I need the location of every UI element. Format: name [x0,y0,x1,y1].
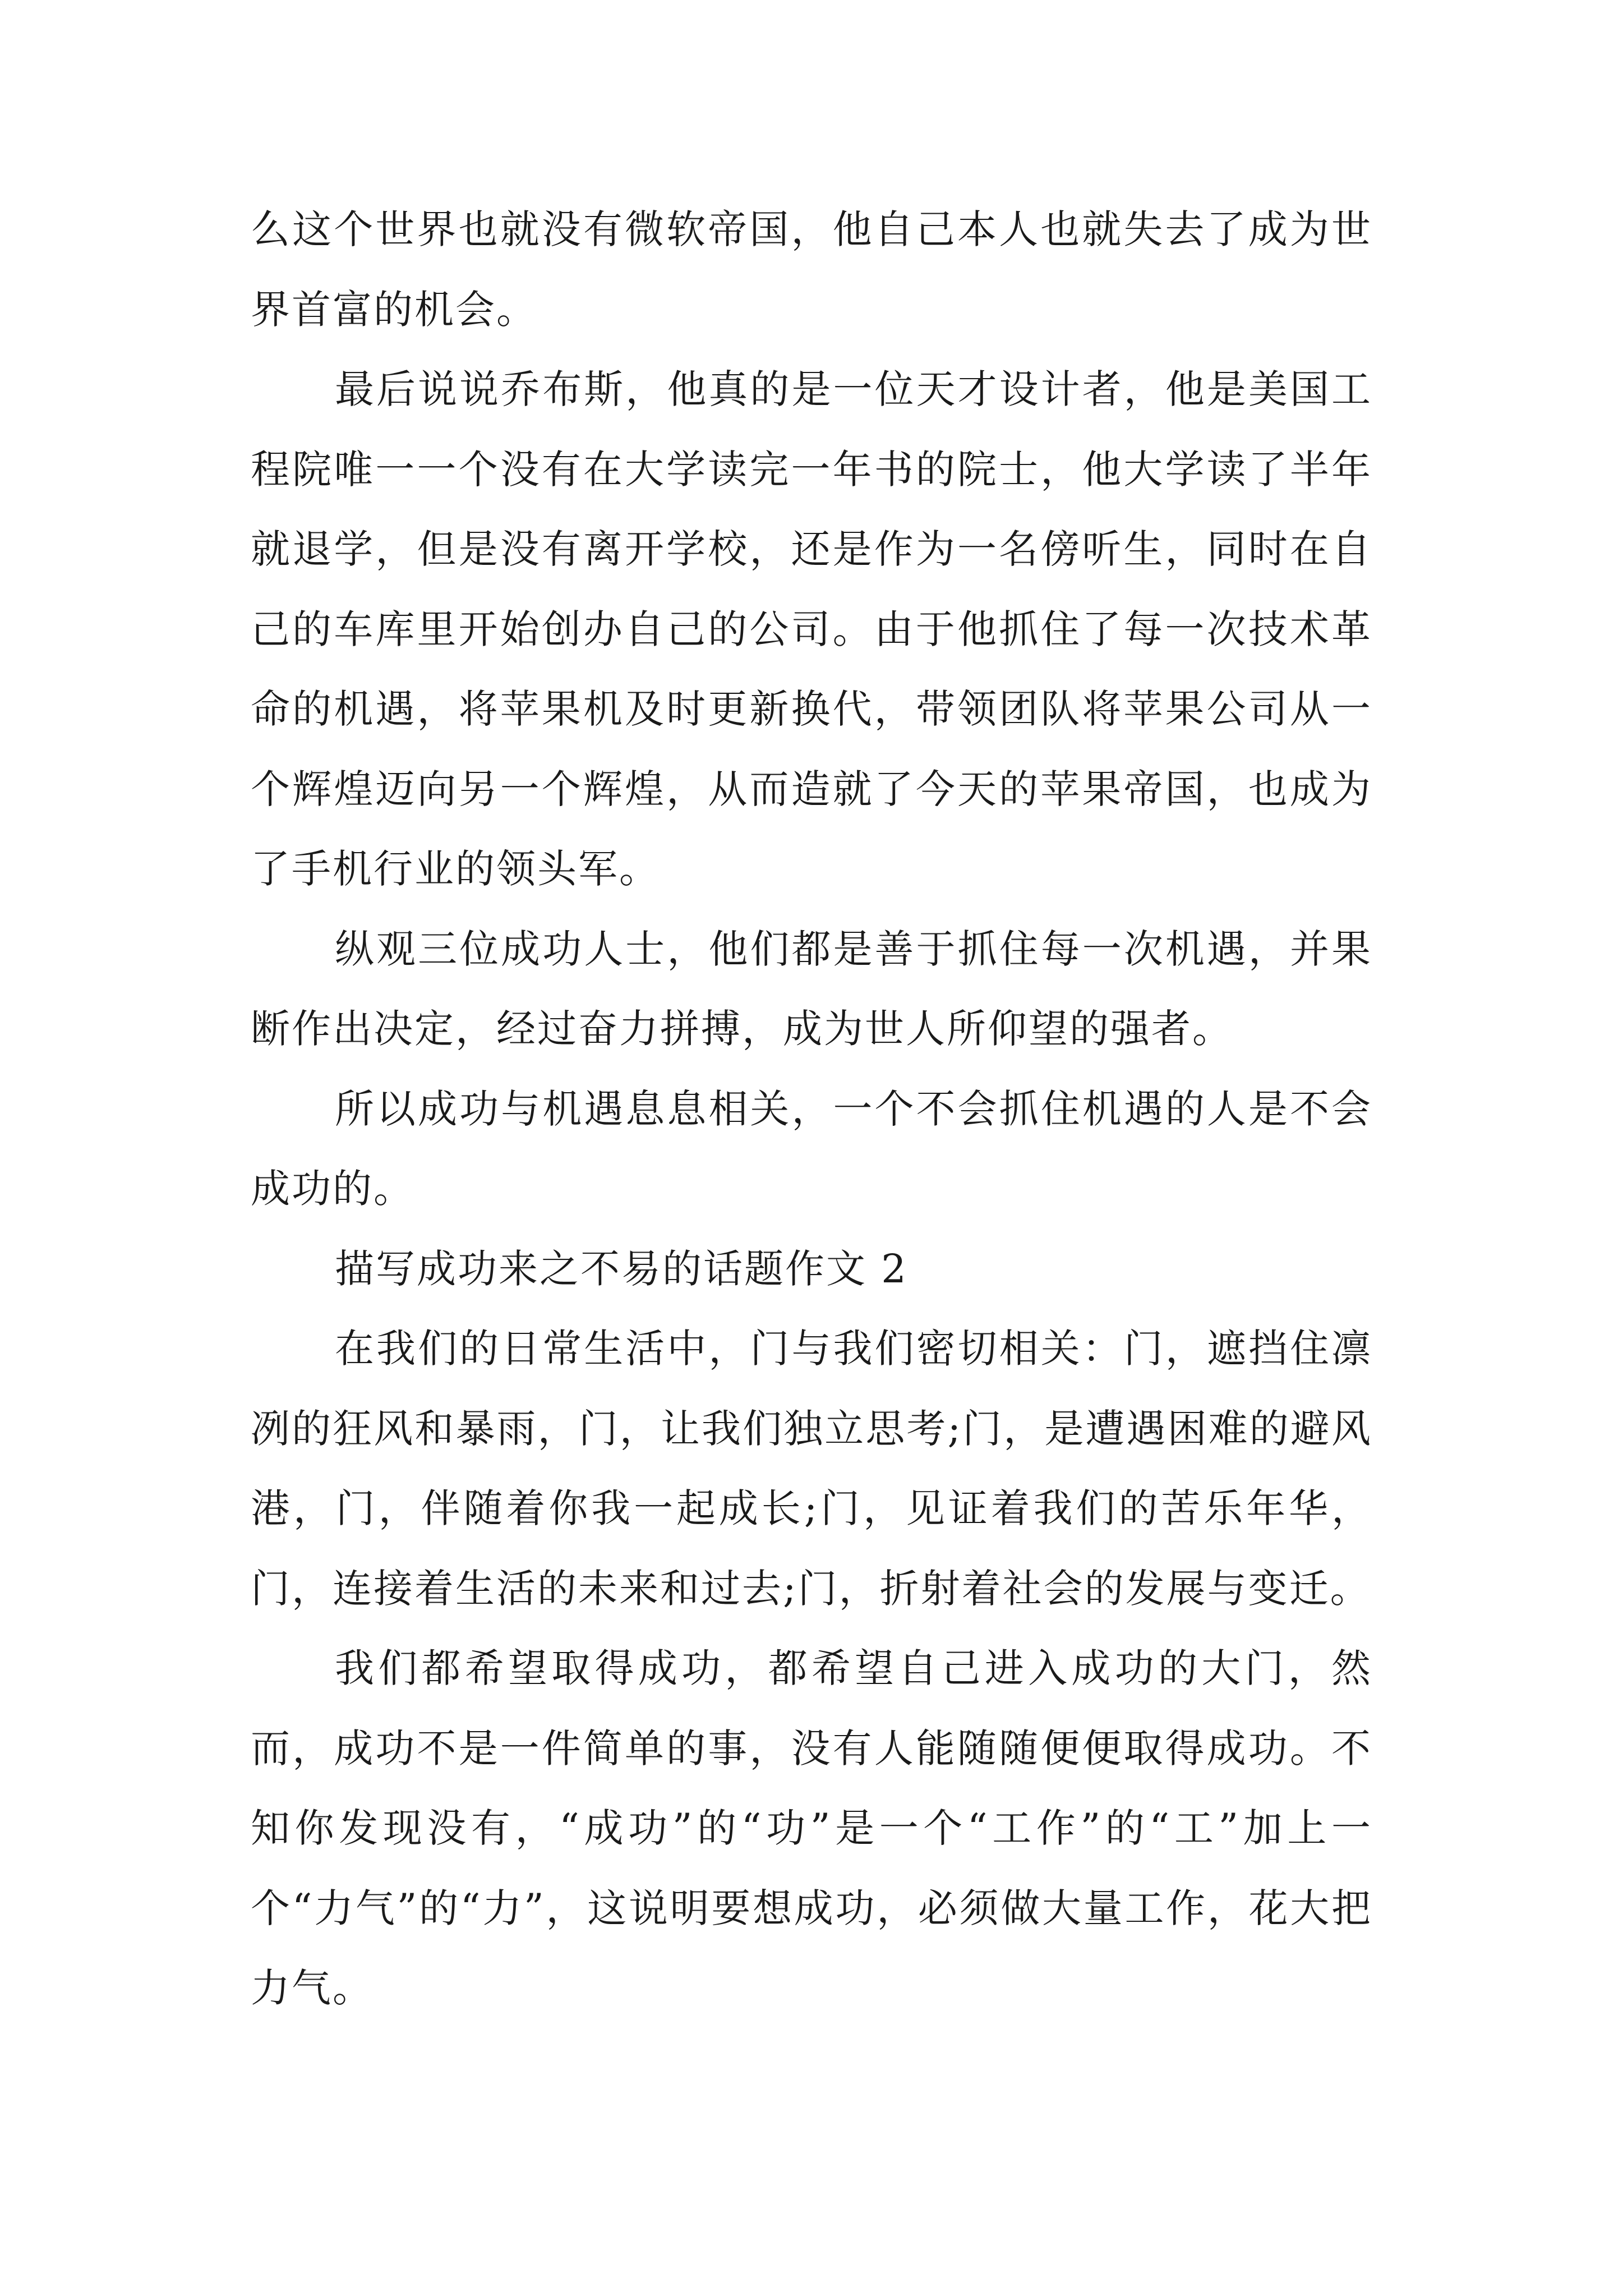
paragraph: 最后说说乔布斯，他真的是一位天才设计者，他是美国工程院唯一一个没有在大学读完一年书的院士，他大学读了半年就退学，但是没有离开学校，还是作为一名傍听生，同时在自己的车库里开始创办自己的公司。由于他抓住了每一次技术革命的机遇，将苹果机及时更新换代，带领团队将苹果公司从一个辉煌迈向另一个辉煌，从而造就了今天的苹果帝国，也成为了手机行业的领头军。 [251,366,1372,892]
paragraph: 在我们的日常生活中，门与我们密切相关：门，遮挡住凛冽的狂风和暴雨，门，让我们独立思考;门，是遭遇困难的避风港，门，伴随着你我一起成长;门，见证着我们的苦乐年华，门，连接着生活的未来和过去;门，折射着社会的发展与变迁。 [251,1326,1372,1612]
paragraph: 我们都希望取得成功，都希望自己进入成功的大门，然而，成功不是一件简单的事，没有人能随随便便取得成功。不知你发现没有，“成功”的“功”是一个“工作”的“工”加上一个“力气”的“力”，这说明要想成功，必须做大量工作，花大把力气。 [251,1645,1372,2011]
section-heading: 描写成功来之不易的话题作文 2 [335,1245,908,1292]
paragraph: 所以成功与机遇息息相关，一个不会抓住机遇的人是不会成功的。 [251,1085,1372,1212]
paragraph: 么这个世界也就没有微软帝国，他自己本人也就失去了成为世界首富的机会。 [251,206,1372,333]
document-body [251,190,1372,2028]
paragraph: 纵观三位成功人士，他们都是善于抓住每一次机遇，并果断作出决定，经过奋力拼搏，成为世人所仰望的强者。 [251,926,1372,1052]
